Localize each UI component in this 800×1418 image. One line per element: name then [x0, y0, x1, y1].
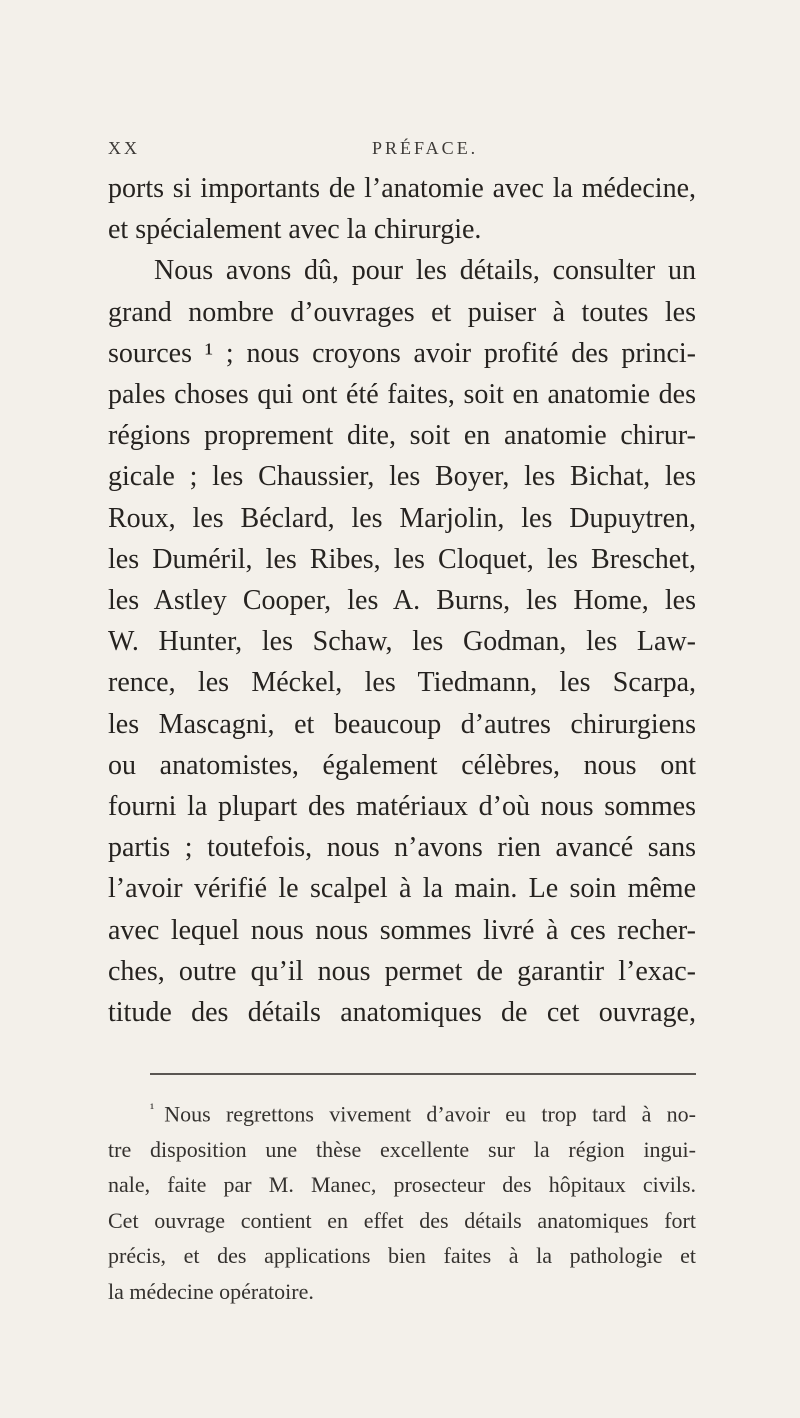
text-line: rence, les Méckel, les Tiedmann, les Scarpa,: [108, 667, 696, 699]
text-line: Roux, les Béclard, les Marjolin, les Dupuytren,: [108, 502, 696, 534]
text-line: fourni la plupart des matériaux d’où nous sommes: [108, 791, 696, 823]
text-line: titude des détails anatomiques de cet ouvrage,: [108, 997, 696, 1029]
text-line: grand nombre d’ouvrages et puiser à toutes les: [108, 296, 696, 328]
footnote-line: précis, et des applications bien faites à la pathologie et: [108, 1243, 696, 1269]
text-line: partis ; toutefois, nous n’avons rien avancé sans: [108, 832, 696, 864]
text-line: ports si importants de l’anatomie avec la médecine,: [108, 173, 696, 204]
text-line: ches, outre qu’il nous permet de garantir l’exac-: [108, 955, 696, 987]
text-line: W. Hunter, les Schaw, les Godman, les Law-: [108, 626, 696, 658]
text-line: les Duméril, les Ribes, les Cloquet, les Breschet,: [108, 543, 696, 575]
text-line: pales choses qui ont été faites, soit en anatomie des: [108, 379, 696, 411]
text-line: les Astley Cooper, les A. Burns, les Home, les: [108, 585, 696, 617]
text-line: ou anatomistes, également célèbres, nous ont: [108, 749, 696, 781]
page-number: XX: [108, 138, 140, 158]
footnote-text: Nous regrettons vivement d’avoir eu trop tard à no-: [164, 1101, 696, 1127]
text-line: avec lequel nous nous sommes livré à ces recher-: [108, 914, 696, 946]
footnote-rule: [150, 1073, 696, 1075]
body-text: [108, 168, 696, 1033]
footnote-line: [108, 1092, 696, 1132]
text-line: et spécialement avec la chirurgie.: [108, 214, 482, 246]
text-line: les Mascagni, et beaucoup d’autres chirurgiens: [108, 708, 696, 740]
text-line: régions proprement dite, soit en anatomie chirur-: [108, 420, 696, 452]
footnote: [108, 1092, 696, 1309]
running-title: PRÉFACE.: [372, 138, 479, 158]
text-line: l’avoir vérifié le scalpel à la main. Le soin même: [108, 873, 696, 905]
text-line: Nous avons dû, pour les détails, consulter un: [154, 255, 696, 287]
footnote-line: nale, faite par M. Manec, prosecteur des hôpitaux civils.: [108, 1172, 696, 1198]
footnote-line: tre disposition une thèse excellente sur la région ingui-: [108, 1136, 696, 1162]
footnote-line: la médecine opératoire.: [108, 1278, 314, 1304]
text-line: sources ¹ ; nous croyons avoir profité des princi-: [108, 337, 696, 369]
footnote-mark: ¹: [150, 1102, 155, 1117]
text-line: gicale ; les Chaussier, les Boyer, les Bichat, les: [108, 461, 696, 493]
footnote-line: Cet ouvrage contient en effet des détails anatomiques fort: [108, 1207, 696, 1233]
